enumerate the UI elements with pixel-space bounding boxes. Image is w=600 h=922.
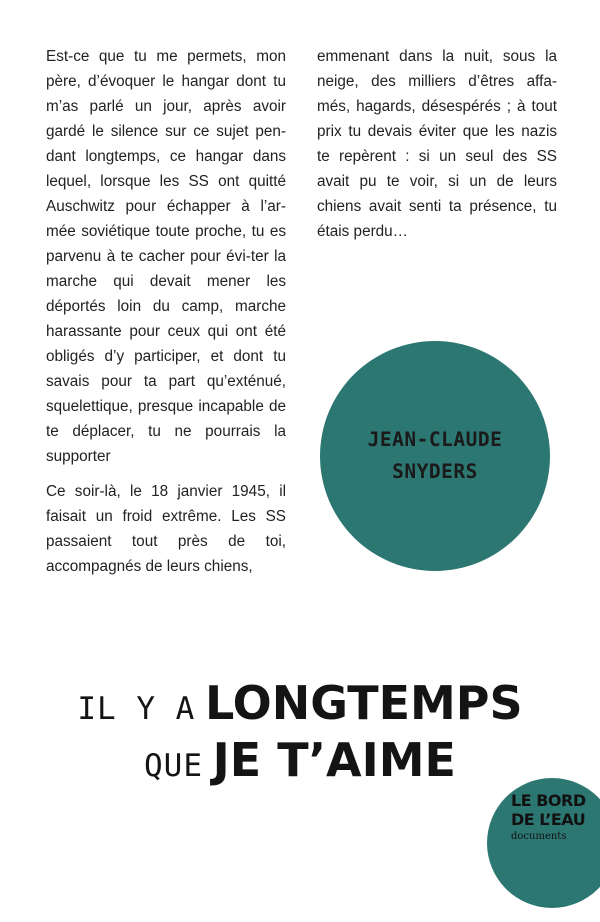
title-big-text: LONGTEMPS <box>204 676 523 730</box>
excerpt-right-column <box>317 44 557 244</box>
author-first-name: JEAN-CLAUDE <box>367 428 503 451</box>
excerpt-left-column <box>46 44 286 579</box>
title-small-text: IL Y A <box>77 691 196 727</box>
excerpt-paragraph: Est-ce que tu me permets, mon père, d’évoquer le hangar dont tu m’as parlé un jour, après avoir gardé le silence sur ce sujet pen-dant longtemps, ce hangar dans lequel, lorsque les SS ont quitté Auschwitz pour échapper à l’ar-mée soviétique toute proche, tu es parvenu à te cacher pour évi-ter la marche qui devait mener les déportés loin du camp, marche harassante pour ceux qui ont été obligés d’y participer, et dont tu savais pour ta part qu’exténué, squelettique, presque incapable de te déplacer, tu ne pourrais la supporter <box>46 48 286 465</box>
author-last-name: SNYDERS <box>392 460 478 483</box>
publisher-name-line-1: LE BORD <box>511 791 586 810</box>
publisher-name-line-2: DE L’EAU <box>511 810 586 829</box>
title-small-text: QUE <box>144 748 204 784</box>
author-badge <box>320 341 550 571</box>
title-big-text: JE T’AIME <box>212 733 456 787</box>
excerpt-paragraph: emmenant dans la nuit, sous la neige, des milliers d’êtres affa-més, hagards, désespérés ; à tout prix tu devais éviter que les nazis te repèrent : si un seul des SS avait pu te voir, si un de leurs chiens avait senti ta présence, tu étais perdu… <box>317 48 557 240</box>
book-title-line-1 <box>0 676 600 730</box>
publisher-collection: documents <box>511 831 567 842</box>
excerpt-paragraph: Ce soir-là, le 18 janvier 1945, il faisait un froid extrême. Les SS passaient tout près de toi, accompagnés de leurs chiens, <box>46 483 286 575</box>
book-title-line-2 <box>0 733 600 787</box>
publisher-logo <box>511 791 600 844</box>
